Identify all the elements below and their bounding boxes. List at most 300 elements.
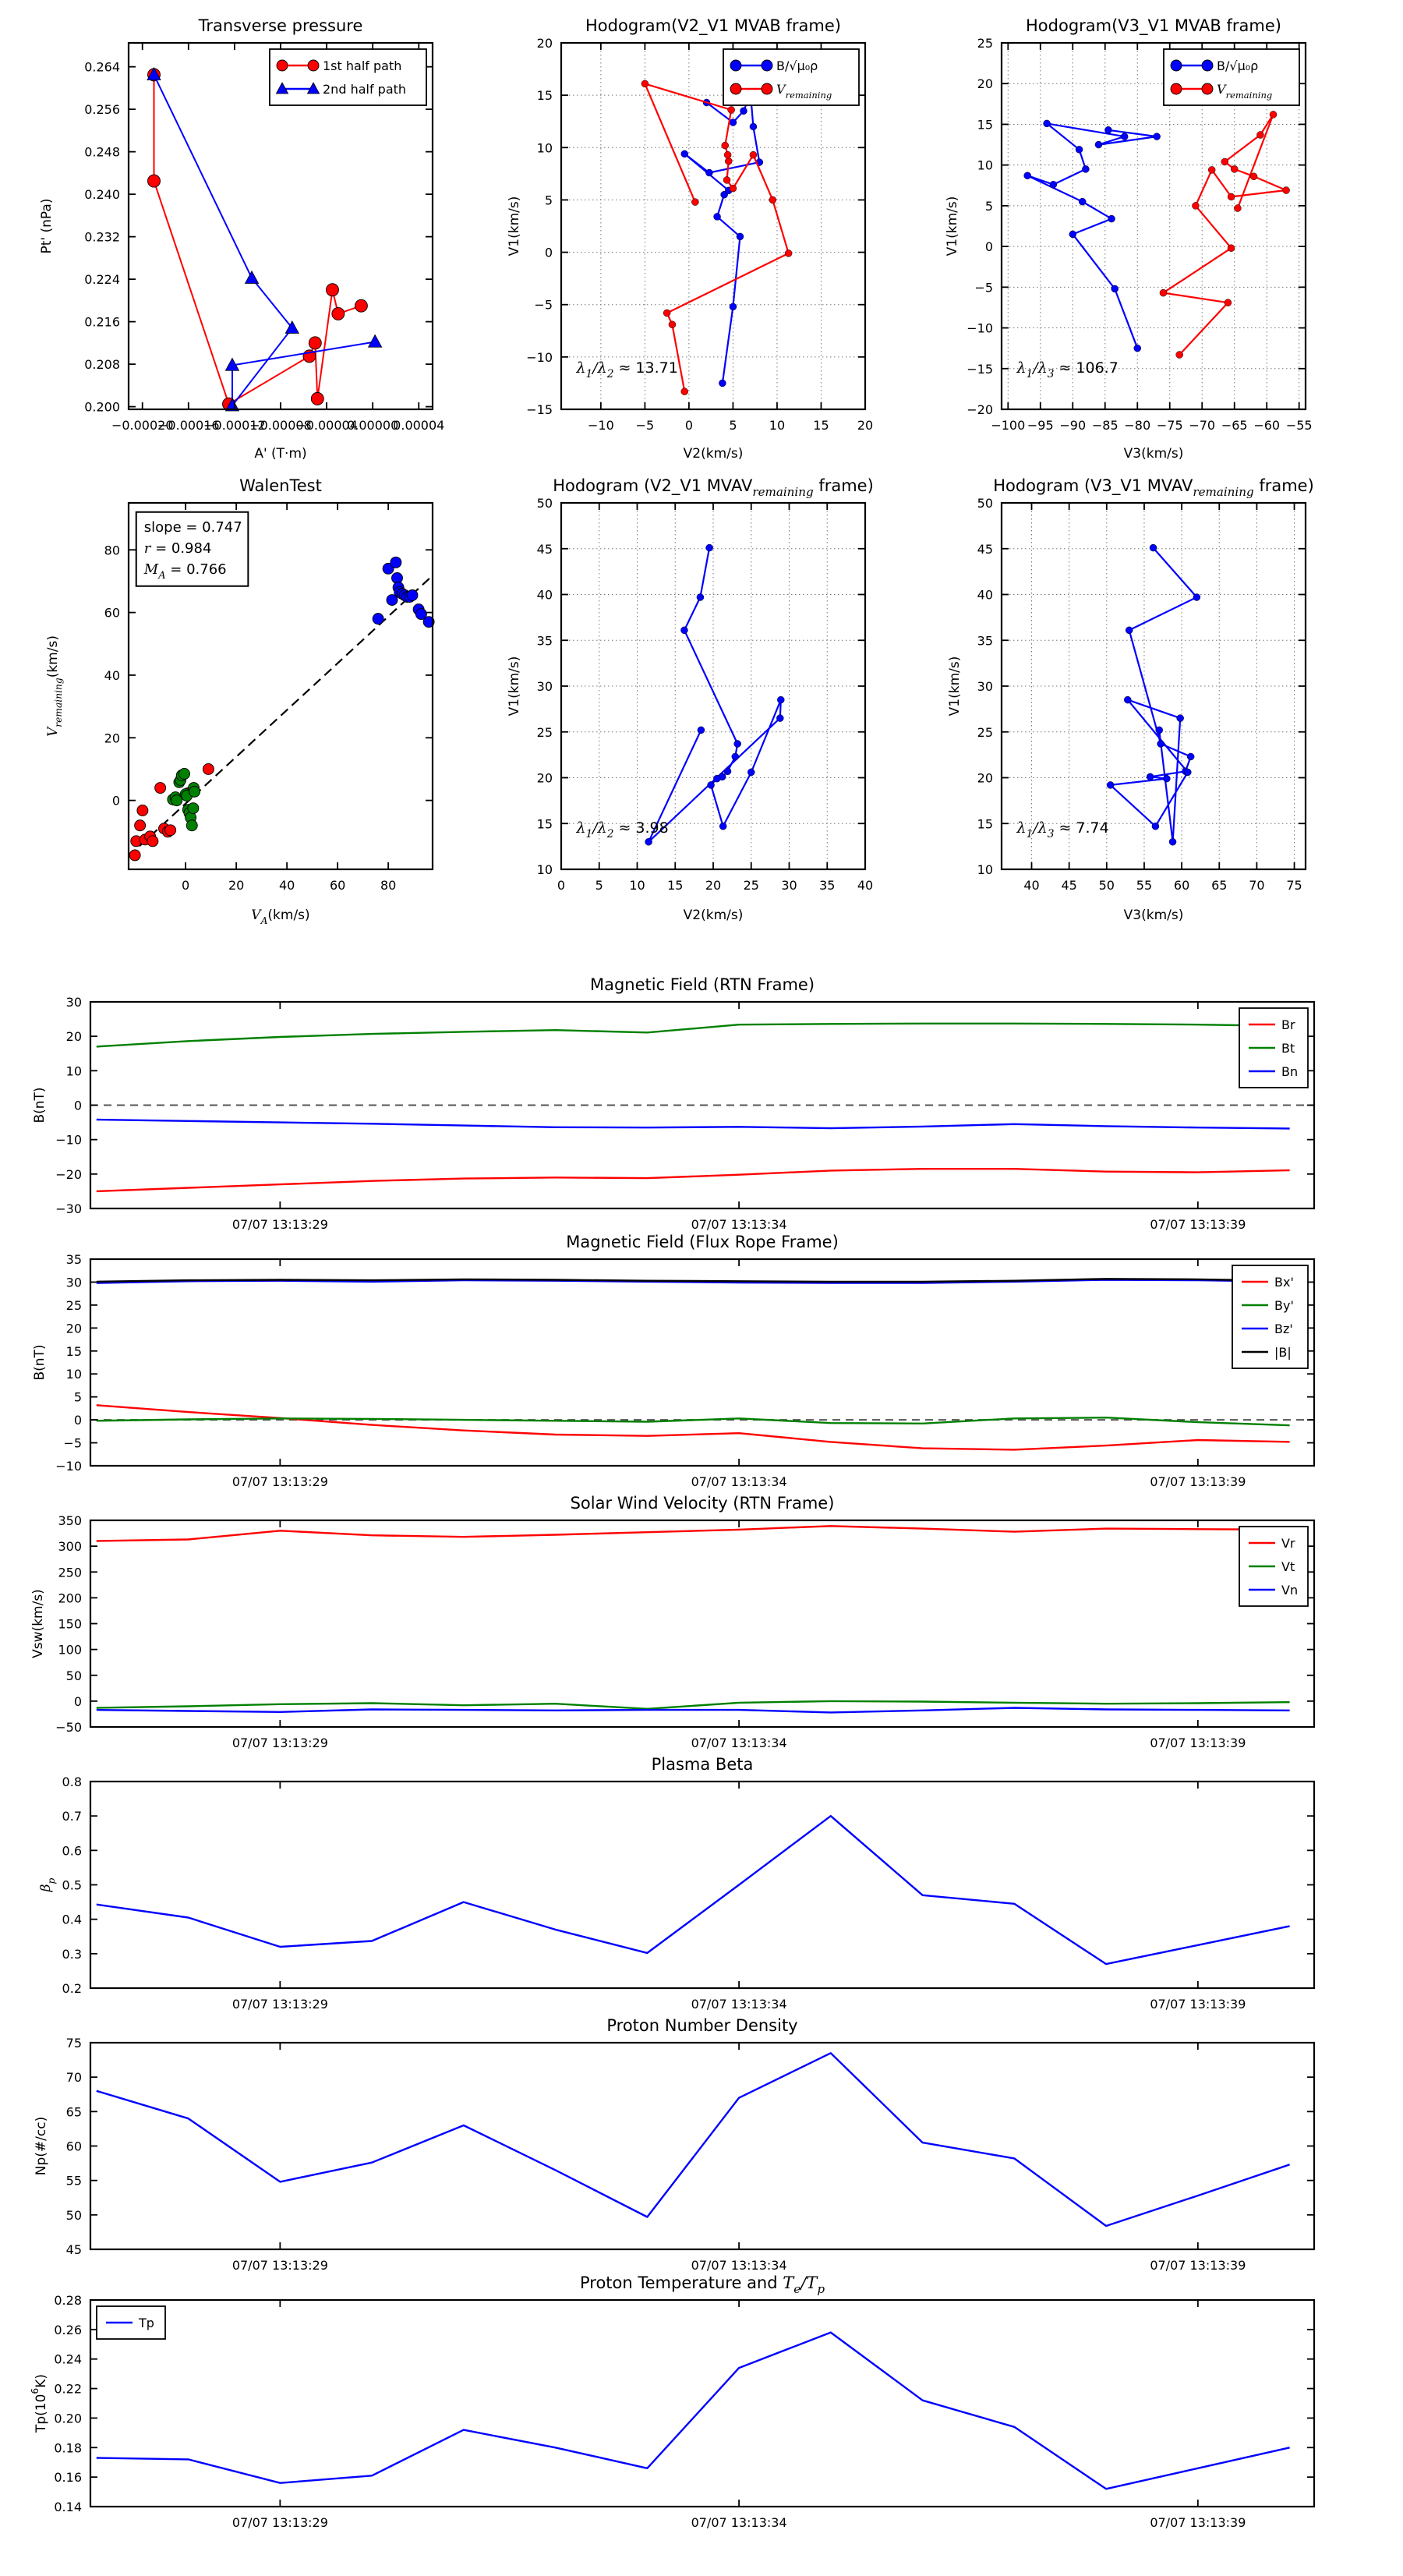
circle-marker (1225, 299, 1232, 306)
legend-label: 2nd half path (323, 82, 407, 97)
y-tick-label: 50 (536, 496, 553, 511)
x-tick-label: −65 (1221, 418, 1248, 433)
ticks (54, 2293, 1314, 2530)
circle-marker (1171, 83, 1182, 94)
circle-marker (1121, 133, 1128, 140)
y-tick-label: 30 (65, 995, 82, 1010)
y-axis-label: Np(#/cc) (34, 2116, 49, 2176)
series-line (97, 1169, 1290, 1191)
annotation-text: $\lambda_1/\lambda_2 \approx 3.98$ (576, 819, 669, 840)
y-tick-label: 0.4 (62, 1912, 82, 1927)
series-V (1107, 544, 1200, 845)
x-tick-label: 70 (1249, 878, 1265, 893)
circle-marker (1095, 141, 1102, 148)
circle-marker (750, 123, 757, 130)
y-axis-label: V1(km/s) (945, 196, 960, 257)
circle-marker (1163, 775, 1170, 782)
y-tick-label: 0.8 (62, 1775, 82, 1789)
circle-marker (691, 199, 698, 206)
series-middle (168, 768, 200, 830)
chart-title: Hodogram(V3_V1 MVAB frame) (1026, 16, 1281, 35)
circle-marker (1156, 727, 1163, 734)
circle-marker (1192, 202, 1199, 209)
circle-marker (1270, 111, 1277, 118)
y-tick-label: 100 (58, 1642, 82, 1658)
x-tick-label: −80 (1124, 418, 1151, 433)
legend-label: B/√μ₀ρ (1217, 58, 1259, 73)
y-tick-label: 0.5 (62, 1877, 82, 1893)
circle-marker (669, 321, 676, 328)
ticks (62, 1775, 1314, 2012)
circle-marker (769, 196, 776, 203)
y-tick-label: −5 (974, 280, 993, 295)
series-line (1027, 123, 1157, 348)
y-tick-label: −15 (526, 402, 553, 417)
circle-marker (730, 83, 741, 94)
y-tick-label: 0.216 (84, 314, 120, 330)
series-line (97, 1816, 1290, 1964)
series-V (645, 544, 785, 845)
x-tick-label: 07/07 13:13:29 (231, 1997, 328, 2012)
y-tick-label: 20 (65, 1321, 82, 1336)
series-Vrem (641, 80, 792, 395)
series-line (1163, 115, 1286, 355)
y-tick-label: 0 (111, 793, 120, 809)
x-axis-label: V2(km/s) (683, 446, 744, 462)
y-tick-label: 0.224 (84, 272, 120, 288)
x-tick-label: −5 (635, 418, 655, 433)
x-tick-label: 07/07 13:13:34 (691, 2515, 787, 2530)
y-axis-label: $V_{remaining}(km/s)$ (45, 635, 64, 737)
x-tick-label: 07/07 13:13:29 (231, 1736, 328, 1750)
y-axis-label: V1(km/s) (507, 196, 522, 257)
circle-marker (1184, 769, 1191, 776)
circle-marker (713, 775, 720, 782)
circle-marker (1176, 352, 1183, 359)
series-B (1024, 120, 1161, 352)
y-tick-label: 250 (58, 1565, 82, 1580)
circle-marker (1256, 132, 1263, 139)
circle-marker (326, 284, 338, 296)
y-tick-label: 25 (977, 36, 993, 51)
y-tick-label: 0.26 (54, 2322, 82, 2337)
y-tick-label: 0.28 (54, 2293, 82, 2308)
y-tick-label: 40 (977, 587, 993, 603)
y-tick-label: 0.24 (54, 2351, 82, 2367)
legend (97, 2306, 165, 2339)
y-tick-label: 35 (536, 633, 553, 649)
y-tick-label: 150 (58, 1616, 82, 1632)
legend-label: Vt (1281, 1559, 1295, 1574)
legend-label: Br (1281, 1017, 1295, 1032)
x-tick-label: 65 (1211, 878, 1228, 893)
series-Vn (97, 1708, 1290, 1713)
x-tick-label: −10 (587, 418, 614, 433)
series-By' (97, 1417, 1290, 1425)
series-Bn (97, 1120, 1290, 1129)
legend-label: Bz' (1274, 1322, 1293, 1336)
y-tick-label: −30 (55, 1201, 82, 1216)
chart-title: Magnetic Field (Flux Rope Frame) (566, 1233, 839, 1251)
y-tick-label: 5 (544, 193, 553, 208)
y-tick-label: 0.22 (54, 2381, 82, 2397)
series-Bx' (97, 1405, 1290, 1449)
circle-marker (1250, 173, 1257, 180)
circle-marker (747, 769, 755, 776)
panel-p4 (45, 476, 434, 926)
y-tick-label: 20 (977, 76, 993, 92)
series-first-half (129, 763, 214, 860)
circle-marker (777, 696, 784, 703)
y-tick-label: 35 (977, 633, 993, 649)
series-line (97, 1701, 1290, 1709)
x-tick-label: 07/07 13:13:34 (691, 1997, 787, 2012)
annotation-box (136, 512, 249, 586)
x-tick-label: −85 (1091, 418, 1119, 433)
legend-label: Bt (1281, 1041, 1295, 1056)
circle-marker (203, 763, 214, 774)
circle-marker (373, 614, 383, 625)
x-tick-label: −70 (1189, 418, 1216, 433)
circle-marker (137, 805, 148, 816)
circle-marker (730, 60, 741, 71)
x-tick-label: 40 (857, 878, 874, 893)
y-tick-label: 70 (65, 2070, 82, 2086)
y-axis-label: B(nT) (32, 1087, 48, 1123)
x-tick-label: 60 (1173, 878, 1190, 893)
axes-frame (90, 1520, 1314, 1727)
circle-marker (1134, 345, 1141, 352)
y-tick-label: 15 (977, 816, 993, 832)
y-tick-label: 60 (104, 605, 120, 621)
y-axis-label: Vsw(km/s) (30, 1589, 46, 1658)
circle-marker (732, 753, 739, 760)
circle-marker (750, 151, 757, 158)
circle-marker (722, 142, 729, 149)
y-tick-label: 45 (977, 541, 993, 557)
series-Br (97, 1169, 1290, 1191)
x-tick-label: −0.00020 (111, 418, 174, 433)
x-tick-label: 15 (667, 878, 684, 893)
panel-ts_rtn (32, 975, 1314, 1232)
x-tick-label: 20 (857, 418, 874, 433)
ticks (66, 2036, 1314, 2273)
y-tick-label: 5 (73, 1389, 82, 1405)
y-tick-label: −10 (55, 1459, 82, 1474)
y-tick-label: 0.232 (84, 229, 120, 245)
legend-label: $V_{remaining}$ (776, 82, 832, 101)
circle-marker (1234, 205, 1241, 212)
x-tick-label: 80 (380, 878, 397, 893)
axes-frame (90, 1782, 1314, 1988)
y-tick-label: −20 (967, 402, 993, 417)
x-tick-label: −0.00008 (249, 418, 312, 433)
y-tick-label: 60 (65, 2139, 82, 2154)
x-tick-label: −90 (1059, 418, 1087, 433)
y-tick-label: 200 (58, 1591, 82, 1606)
panel-ts_tp (30, 2273, 1314, 2530)
y-tick-label: 0.208 (84, 357, 120, 373)
fit-line (129, 575, 433, 856)
circle-marker (155, 783, 166, 794)
circle-marker (680, 627, 687, 634)
x-tick-label: 07/07 13:13:29 (231, 1217, 328, 1232)
circle-marker (1152, 823, 1159, 830)
legend-label: |B| (1274, 1345, 1292, 1360)
circle-marker (730, 185, 737, 192)
legend (723, 49, 859, 105)
y-tick-label: 15 (536, 88, 553, 104)
circle-marker (708, 781, 715, 788)
y-tick-label: 0 (544, 245, 553, 260)
circle-marker (1079, 198, 1086, 205)
y-axis-label: Pt' (nPa) (39, 198, 55, 254)
y-tick-label: 15 (65, 1343, 82, 1359)
legend (1239, 1527, 1308, 1606)
y-tick-label: 20 (536, 36, 553, 51)
circle-marker (714, 213, 721, 220)
x-tick-label: −0.00016 (157, 418, 220, 433)
y-axis-label: $Tp(10^6K)$ (30, 2373, 49, 2433)
x-tick-label: 07/07 13:13:34 (691, 1217, 787, 1232)
x-tick-label: 55 (1136, 878, 1153, 893)
y-tick-label: 45 (65, 2242, 82, 2257)
y-tick-label: −10 (526, 349, 553, 365)
y-tick-label: 35 (65, 1252, 82, 1267)
x-tick-label: 0 (684, 418, 694, 433)
y-tick-label: 15 (536, 816, 553, 832)
y-tick-label: 10 (536, 862, 553, 877)
y-tick-label: 0 (984, 239, 993, 255)
x-tick-label: 45 (1061, 878, 1077, 893)
circle-marker (1082, 165, 1089, 172)
circle-marker (1193, 594, 1200, 601)
circle-marker (332, 307, 345, 320)
x-tick-label: 07/07 13:13:39 (1150, 1474, 1246, 1489)
y-tick-label: 30 (977, 679, 993, 694)
annotation-line: $M_A = 0.766$ (143, 561, 227, 582)
y-tick-label: −10 (55, 1132, 82, 1148)
x-tick-label: 30 (781, 878, 797, 893)
x-axis-label: $V_A(km/s)$ (251, 908, 310, 926)
series-line (97, 1024, 1290, 1047)
circle-marker (309, 337, 321, 349)
legend-label: By' (1274, 1298, 1294, 1313)
series-line (97, 1708, 1290, 1713)
y-tick-label: 25 (536, 724, 553, 740)
x-tick-label: 07/07 13:13:34 (691, 1474, 787, 1489)
y-tick-label: 0.256 (84, 102, 120, 118)
axes-frame (90, 2300, 1314, 2507)
y-tick-label: 20 (65, 1029, 82, 1045)
circle-marker (1177, 715, 1184, 722)
circle-marker (737, 233, 744, 240)
circle-marker (719, 823, 726, 830)
y-tick-label: 80 (104, 543, 120, 558)
x-tick-label: 07/07 13:13:29 (231, 1474, 328, 1489)
x-tick-label: 0.00004 (393, 418, 445, 433)
circle-marker (740, 108, 747, 115)
series-Vr (97, 1526, 1290, 1541)
circle-marker (1107, 781, 1114, 788)
chart-title: Hodogram (V2_V1 $MVAV_{remaining}$ frame) (553, 476, 874, 499)
y-tick-label: 0.6 (62, 1843, 82, 1859)
chart-title: Solar Wind Velocity (RTN Frame) (570, 1494, 835, 1513)
series-line (97, 1120, 1290, 1129)
y-tick-label: 300 (58, 1539, 82, 1555)
series-line (154, 75, 376, 405)
grid (561, 503, 865, 869)
x-tick-label: −95 (1027, 418, 1054, 433)
circle-marker (1228, 193, 1235, 200)
x-tick-label: 35 (819, 878, 836, 893)
circle-marker (1208, 166, 1215, 173)
chart-title: Plasma Beta (651, 1755, 754, 1774)
circle-marker (308, 60, 319, 71)
legend-label: B/√μ₀ρ (776, 58, 818, 73)
annotation-text: $\lambda_1/\lambda_2 \approx 13.71$ (576, 359, 678, 380)
circle-marker (1104, 126, 1111, 133)
panel-p2 (507, 16, 873, 462)
circle-marker (1147, 773, 1154, 780)
circle-marker (1202, 83, 1213, 94)
circle-marker (706, 544, 713, 551)
panel-ts_v (30, 1494, 1314, 1750)
y-tick-label: 0.20 (54, 2411, 82, 2426)
circle-marker (730, 119, 737, 126)
annotation-text: $\lambda_1/\lambda_3 \approx 7.74$ (1016, 819, 1109, 840)
series-line (97, 2053, 1290, 2226)
y-tick-label: 10 (536, 140, 553, 156)
legend (1232, 1265, 1308, 1368)
y-axis-label: V1(km/s) (947, 656, 963, 717)
grid (1002, 503, 1306, 869)
x-tick-label: 75 (1286, 878, 1302, 893)
x-tick-label: −100 (991, 418, 1026, 433)
circle-marker (719, 380, 726, 387)
circle-marker (1283, 187, 1290, 194)
x-tick-label: −0.00004 (295, 418, 358, 433)
series-1st half path (148, 69, 368, 410)
circle-marker (1202, 60, 1213, 71)
x-tick-label: 07/07 13:13:29 (231, 2515, 328, 2530)
x-tick-label: 40 (1023, 878, 1040, 893)
series-2nd half path (147, 68, 382, 411)
circle-marker (1160, 289, 1167, 296)
chart-title: Magnetic Field (RTN Frame) (589, 975, 815, 994)
circle-marker (1157, 741, 1164, 748)
annotation-line: slope = 0.747 (143, 518, 242, 536)
circle-marker (725, 157, 732, 165)
circle-marker (1050, 181, 1057, 188)
y-tick-label: 0.18 (54, 2440, 82, 2456)
y-tick-label: −5 (63, 1435, 82, 1451)
y-tick-label: 50 (977, 496, 993, 511)
y-tick-label: −50 (55, 1720, 82, 1735)
circle-marker (135, 820, 146, 831)
circle-marker (730, 303, 737, 310)
circle-marker (723, 176, 730, 183)
chart-title: Hodogram (V3_V1 $MVAV_{remaining}$ frame) (993, 476, 1314, 499)
series-Np (97, 2053, 1290, 2226)
chart-title: Proton Number Density (606, 2016, 798, 2035)
legend (1239, 1008, 1308, 1088)
series-line (97, 1417, 1290, 1425)
x-tick-label: 25 (743, 878, 759, 893)
circle-marker (186, 820, 197, 831)
circle-marker (1069, 231, 1076, 238)
x-tick-label: 07/07 13:13:39 (1150, 2258, 1246, 2273)
circle-marker (697, 594, 704, 601)
circle-marker (681, 388, 688, 395)
circle-marker (179, 768, 190, 779)
circle-marker (705, 169, 712, 176)
circle-marker (724, 768, 731, 775)
circle-marker (1024, 172, 1031, 179)
circle-marker (1111, 285, 1119, 292)
circle-marker (355, 299, 367, 312)
series-line (645, 83, 788, 391)
x-axis-label: V2(km/s) (683, 908, 744, 923)
legend-label: Tp (139, 2316, 154, 2330)
x-tick-label: 15 (813, 418, 829, 433)
series-line (684, 94, 759, 384)
y-axis-label: B(nT) (32, 1344, 48, 1381)
y-tick-label: 0.200 (84, 399, 120, 415)
x-tick-label: 07/07 13:13:39 (1150, 2515, 1246, 2530)
ticks (55, 1252, 1314, 1489)
circle-marker (734, 741, 741, 748)
x-tick-label: −55 (1285, 418, 1313, 433)
circle-marker (1124, 696, 1131, 703)
circle-marker (1154, 133, 1161, 140)
x-tick-label: 60 (329, 878, 346, 893)
x-axis-label: A' (T·m) (254, 446, 307, 462)
circle-marker (762, 83, 772, 94)
circle-marker (189, 786, 200, 797)
triangle-marker (246, 271, 259, 284)
panel-p6 (947, 476, 1314, 923)
triangle-marker (369, 334, 382, 347)
circle-marker (1126, 627, 1133, 634)
y-tick-label: 30 (536, 679, 553, 694)
x-tick-label: 10 (629, 878, 645, 893)
circle-marker (698, 727, 705, 734)
circle-marker (1171, 60, 1182, 71)
annotation-line: r = 0.984 (143, 540, 212, 557)
circle-marker (1169, 838, 1176, 845)
series-line (1111, 548, 1197, 842)
y-tick-label: 55 (65, 2173, 82, 2189)
ticks (55, 1513, 1314, 1750)
y-tick-label: −10 (967, 320, 993, 336)
y-tick-label: 0.3 (62, 1946, 82, 1962)
circle-marker (1044, 120, 1051, 127)
legend (270, 49, 426, 105)
series-second-half (373, 557, 434, 627)
x-tick-label: −75 (1156, 418, 1183, 433)
x-tick-label: 10 (769, 418, 786, 433)
panel-p5 (507, 476, 874, 923)
circle-marker (776, 715, 783, 722)
chart-title: WalenTest (239, 476, 322, 495)
circle-marker (1228, 245, 1235, 252)
circle-marker (188, 803, 199, 814)
circle-marker (785, 249, 792, 257)
legend-label: Bx' (1274, 1275, 1294, 1290)
y-tick-label: −20 (55, 1166, 82, 1182)
y-tick-label: 65 (65, 2104, 82, 2120)
